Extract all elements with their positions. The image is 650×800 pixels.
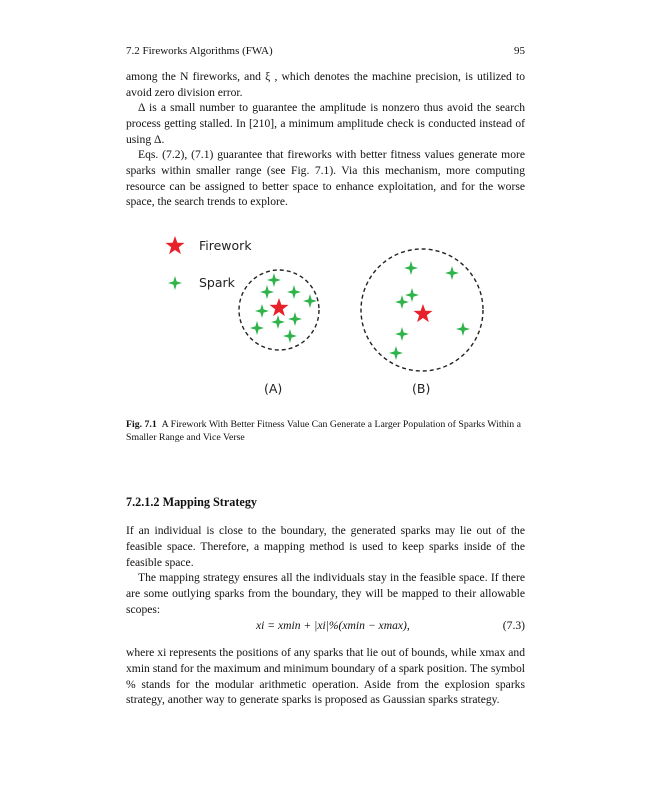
spark: [395, 295, 409, 309]
paragraph-boundary: If an individual is close to the boundary, the generated sparks may lie out of the feasible space. Therefore, a mapping method is used to keep sparks inside of the feasible space.: [126, 524, 525, 569]
spark: [283, 329, 297, 343]
equation-7-3: [126, 619, 525, 637]
paragraph-mapping: The mapping strategy ensures all the individuals stay in the feasible space. If there are some outlying sparks from the boundary, they will be mapped to their allowable scopes:: [126, 571, 525, 616]
legend-spark-icon: [168, 276, 182, 290]
legend-firework-icon: [165, 236, 184, 254]
legend-spark-label: Spark: [199, 275, 235, 290]
page-number: 95: [514, 45, 525, 57]
section-heading: 7.2.1.2 Mapping Strategy: [126, 495, 258, 509]
spark: [389, 346, 403, 360]
spark: [456, 322, 470, 336]
spark: [395, 327, 409, 341]
equation-body: xi = xmin + |xi|%(xmin − xmax),: [256, 619, 410, 632]
figure-caption: [126, 418, 525, 444]
spark: [303, 294, 317, 308]
figure-7-1: [150, 228, 510, 408]
running-title: 7.2 Fireworks Algorithms (FWA): [126, 45, 273, 57]
spark: [271, 315, 285, 329]
paragraph-machine-precision: among the N fireworks, and ξ , which denotes the machine precision, is utilized to avoid zero division error.: [126, 70, 525, 99]
figure-drawing: [150, 228, 510, 408]
panel-a-firework: [269, 298, 288, 316]
spark: [405, 288, 419, 302]
caption-label: Fig. 7.1: [126, 419, 157, 430]
spark: [255, 304, 269, 318]
paragraph-delta: Δ is a small number to guarantee the amplitude is nonzero thus avoid the search process getting stalled. In [210], a minimum amplitude check is conducted instead of using Δ.: [126, 101, 525, 146]
equation-number: (7.3): [502, 619, 525, 632]
legend-firework-label: Firework: [199, 238, 252, 253]
spark: [287, 285, 301, 299]
paragraph-fitness: Eqs. (7.2), (7.1) guarantee that fireworks with better fitness values generate more sparks within smaller range (see Fig. 7.1). Via this mechanism, more computing resource can be assigned to better space to enhance exploitation, and for the worse space, the search trends to explore.: [126, 148, 525, 209]
spark: [288, 312, 302, 326]
spark: [250, 321, 264, 335]
panel-a-label: (A): [264, 381, 283, 396]
paragraph-where: where xi represents the positions of any sparks that lie out of bounds, while xmax and xmin stand for the maximum and minimum boundary of a spark position. The symbol % stands for the modular arithmetic operation. Aside from the explosion sparks strategy, another way to generate sparks is proposed as Gaussian sparks strategy.: [126, 646, 525, 707]
spark: [267, 273, 281, 287]
spark: [445, 266, 459, 280]
spark: [404, 261, 418, 275]
caption-text: A Firework With Better Fitness Value Can Generate a Larger Population of Sparks Within a Smaller Range and Vice Verse: [126, 419, 521, 443]
panel-b-label: (B): [412, 381, 431, 396]
spark: [260, 285, 274, 299]
panel-b-firework: [413, 304, 432, 322]
